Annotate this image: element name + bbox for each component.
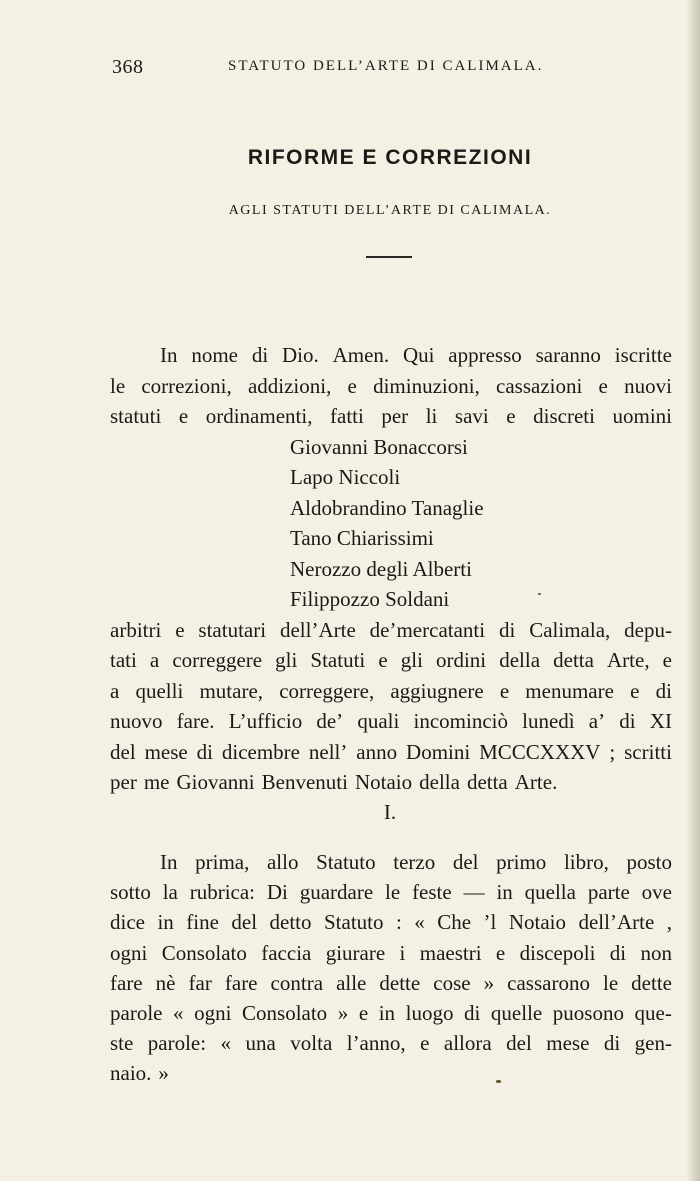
section-title: RIFORME E CORREZIONI (247, 146, 533, 169)
text-line: nuovo fare. L’ufficio de’ quali incominciò lunedì a’ di XI (110, 709, 672, 733)
divider-rule (366, 256, 412, 258)
text-line: arbitri e statutari dell’Arte de’mercatanti di Calimala, depu- (110, 617, 672, 642)
ink-speck (538, 593, 541, 595)
text-line: tati a correggere gli Statuti e gli ordini della detta Arte, e (110, 648, 672, 672)
section-subtitle: AGLI STATUTI DELL’ARTE DI CALIMALA. (228, 203, 552, 218)
running-title: STATUTO DELL’ARTE DI CALIMALA. (228, 58, 544, 74)
section-number: I. (383, 800, 397, 824)
text-line: ogni Consolato faccia giurare i maestri e discepoli di non (110, 940, 672, 965)
text-line: le correzioni, addizioni, e diminuzioni, cassazioni e nuovi (110, 373, 672, 398)
text-line: statuti e ordinamenti, fatti per li savi e discreti uomini (110, 404, 672, 428)
text-line: Tano Chiarissimi (290, 526, 434, 550)
text-line: dice in fine del detto Statuto : « Che ’l Notaio dell’Arte , (110, 910, 672, 935)
page-number: 368 (112, 56, 144, 78)
text-line: fare nè far fare contra alle dette cose » cassarono le dette (110, 970, 672, 995)
text-line: In nome di Dio. Amen. Qui appresso saranno iscritte (160, 343, 672, 367)
text-line: ste parole: « una volta l’anno, e allora del mese di gen- (110, 1031, 672, 1056)
text-line: del mese di dicembre nell’ anno Domini MCCCXXXV ; scritti (110, 739, 672, 764)
text-line: Filippozzo Soldani (290, 587, 450, 611)
text-line: naio. » (110, 1061, 169, 1086)
text-line: sotto la rubrica: Di guardare le feste — in quella parte ove (110, 880, 672, 905)
text-line: parole « ogni Consolato » e in luogo di quelle puosono que- (110, 1001, 672, 1025)
page-edge-shadow (686, 0, 700, 1181)
text-line: Aldobrandino Tanaglie (290, 495, 484, 520)
text-line: Lapo Niccoli (290, 465, 401, 489)
running-head (112, 56, 672, 82)
text-line: a quelli mutare, correggere, aggiugnere e menumare e di (110, 678, 672, 703)
text-line: Giovanni Bonaccorsi (290, 434, 468, 459)
text-line: In prima, allo Statuto terzo del primo libro, posto (160, 850, 672, 874)
ink-speck (496, 1080, 501, 1083)
text-line: Nerozzo degli Alberti (290, 556, 472, 581)
text-line: per me Giovanni Benvenuti Notaio della detta Arte. (110, 770, 558, 794)
